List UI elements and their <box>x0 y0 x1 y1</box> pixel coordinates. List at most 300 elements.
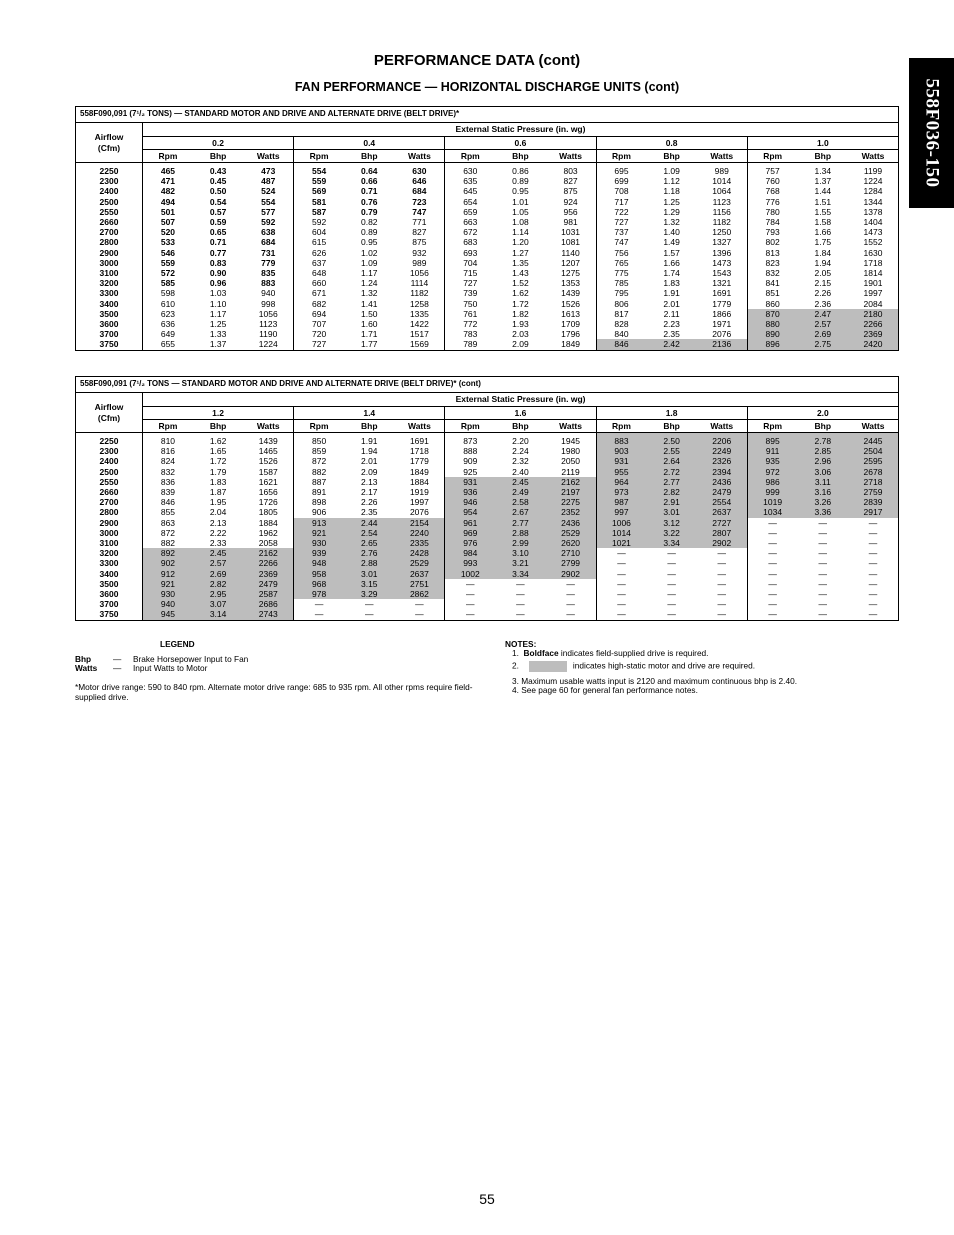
data-cell: 789 <box>463 339 478 350</box>
data-cell: 587 <box>312 206 327 217</box>
pressure-header: 1.8 <box>596 407 747 420</box>
data-cell: 892 <box>143 548 193 558</box>
data-cell: — <box>617 589 626 600</box>
table-row <box>76 319 899 329</box>
data-cell: 2.32 <box>512 456 529 467</box>
data-cell: 3.06 <box>798 467 848 477</box>
note-num: 2. <box>512 660 519 671</box>
data-cell: 1.60 <box>360 319 378 330</box>
data-cell: 1.74 <box>663 268 680 279</box>
table-row <box>76 558 899 568</box>
data-cell: — <box>667 589 676 600</box>
data-cell: 1207 <box>546 258 596 268</box>
data-cell: 2.88 <box>344 558 394 568</box>
table-title: 558F090,091 (7¹/₂ TONS — STANDARD MOTOR AND DRIVE AND ALTERNATE DRIVE (BELT DRIVE)* (cont) <box>76 377 899 393</box>
note-1 <box>512 649 708 659</box>
data-cell: 2352 <box>546 507 596 517</box>
data-cell: 520 <box>160 227 176 238</box>
airflow-cell: 3500 <box>76 579 143 589</box>
data-cell: — <box>868 527 878 538</box>
data-cell: 1.01 <box>512 196 529 207</box>
data-cell: 2759 <box>848 487 899 497</box>
data-cell: 0.79 <box>360 206 378 217</box>
data-cell: 1.75 <box>814 237 832 248</box>
data-cell: 828 <box>614 319 629 330</box>
data-cell: — <box>617 599 626 610</box>
data-cell: — <box>818 578 828 589</box>
data-cell: 572 <box>160 268 176 279</box>
data-cell: 1081 <box>546 237 596 247</box>
data-cell: 2206 <box>697 433 747 447</box>
data-cell: 931 <box>445 477 495 487</box>
data-cell: 761 <box>463 308 478 319</box>
data-cell: 2326 <box>697 456 747 466</box>
data-cell: — <box>516 599 525 610</box>
data-cell: — <box>466 589 475 600</box>
airflow-cell: 2400 <box>76 186 143 196</box>
data-cell: 1021 <box>596 538 646 548</box>
data-cell: — <box>466 578 475 589</box>
data-cell: 2902 <box>546 569 596 579</box>
airflow-cell: 3300 <box>76 558 143 568</box>
data-cell: 737 <box>614 227 629 238</box>
data-cell: 0.54 <box>209 196 227 207</box>
data-cell: — <box>314 609 324 620</box>
data-cell: 1849 <box>546 339 596 350</box>
data-cell: 1.72 <box>209 456 227 467</box>
data-cell: 646 <box>394 176 444 186</box>
data-cell: 1335 <box>394 309 444 319</box>
data-cell: 1.44 <box>814 186 832 197</box>
data-cell: — <box>516 609 525 620</box>
data-cell: 1.51 <box>814 196 832 207</box>
data-cell: 3.01 <box>646 507 696 517</box>
data-cell: 1.91 <box>663 288 680 299</box>
data-cell: 577 <box>243 207 293 217</box>
pressure-header: 1.0 <box>747 137 898 150</box>
data-cell: 465 <box>160 166 176 176</box>
data-cell: 1.35 <box>512 257 529 268</box>
data-cell: 998 <box>243 299 293 309</box>
table-row <box>76 207 899 217</box>
data-cell: 604 <box>312 227 327 238</box>
data-cell: 2119 <box>546 467 596 477</box>
table-title: 558F090,091 (7¹/₂ TONS) — STANDARD MOTOR AND DRIVE AND ALTERNATE DRIVE (BELT DRIVE)* <box>76 107 899 123</box>
data-cell: 699 <box>614 176 629 187</box>
data-cell: — <box>768 589 777 600</box>
data-cell: — <box>667 548 676 559</box>
data-cell: 921 <box>294 528 344 538</box>
data-cell: 2.01 <box>663 298 680 309</box>
data-cell: 1526 <box>546 299 596 309</box>
data-cell: 1718 <box>394 446 444 456</box>
data-cell: 1473 <box>697 258 747 268</box>
data-cell: — <box>546 579 596 589</box>
data-cell: 1.77 <box>360 339 378 350</box>
data-cell: 945 <box>143 609 193 620</box>
data-cell: 1962 <box>243 528 293 538</box>
data-cell: — <box>818 527 828 538</box>
note-num: 1. <box>512 648 519 658</box>
data-cell: 771 <box>394 217 444 227</box>
data-cell: 1945 <box>546 433 596 447</box>
data-cell: 1.62 <box>209 436 227 446</box>
data-cell: 1.84 <box>814 247 832 258</box>
table-row <box>76 217 899 227</box>
data-cell: 1779 <box>394 456 444 466</box>
data-cell: — <box>546 609 596 620</box>
motor-drive-footnote: *Motor drive range: 590 to 840 rpm. Alternate motor drive range: 685 to 935 rpm. All other rpms require field-supplied drive. <box>75 682 473 702</box>
data-cell: 1.83 <box>209 476 227 487</box>
data-cell: 1250 <box>697 227 747 237</box>
data-cell: 2266 <box>243 558 293 568</box>
data-cell: 932 <box>394 248 444 258</box>
data-cell: 0.71 <box>360 186 378 197</box>
data-cell: 1.32 <box>663 217 680 228</box>
data-cell: 2.65 <box>344 538 394 548</box>
data-cell: 924 <box>546 197 596 207</box>
data-cell: 768 <box>765 186 780 197</box>
note-2 <box>512 661 755 672</box>
pressure-header: 1.4 <box>294 407 445 420</box>
data-cell: 722 <box>614 206 629 217</box>
data-cell: 2.76 <box>344 548 394 558</box>
data-cell: 1123 <box>243 319 293 329</box>
table-row <box>76 248 899 258</box>
data-cell: 2807 <box>697 528 747 538</box>
data-cell: 1901 <box>863 278 883 289</box>
data-cell: 890 <box>747 329 797 339</box>
pressure-header: 1.6 <box>445 407 596 420</box>
data-cell: 1543 <box>697 268 747 278</box>
data-cell: 1002 <box>445 569 495 579</box>
data-cell: 636 <box>160 319 176 330</box>
column-header: Bhp <box>646 150 696 163</box>
data-cell: 648 <box>312 268 327 279</box>
data-cell: — <box>868 599 878 610</box>
data-cell: 1014 <box>697 176 747 186</box>
data-cell: 2076 <box>394 507 444 517</box>
data-cell: 663 <box>463 217 478 228</box>
data-cell: 1353 <box>546 278 596 288</box>
data-cell: 859 <box>312 446 327 457</box>
data-cell: 659 <box>463 206 478 217</box>
data-cell: 2275 <box>546 497 596 507</box>
data-cell: 841 <box>765 278 780 289</box>
data-cell: 2076 <box>697 329 747 339</box>
data-cell: 956 <box>546 207 596 217</box>
legend-dash: — <box>113 663 122 673</box>
data-cell: 2.47 <box>798 309 848 319</box>
data-cell: 1019 <box>747 497 797 507</box>
data-cell: 2.85 <box>798 446 848 456</box>
data-cell: 1.17 <box>360 268 378 279</box>
airflow-cell: 3400 <box>76 299 143 309</box>
data-cell: 1726 <box>243 497 293 507</box>
legend-desc: Brake Horsepower Input to Fan <box>133 654 249 664</box>
data-cell: 3.11 <box>798 477 848 487</box>
data-cell: 2799 <box>546 558 596 568</box>
data-cell: 1.24 <box>360 278 378 289</box>
data-cell: 554 <box>312 166 327 176</box>
data-cell: 1327 <box>697 237 747 247</box>
column-header: Bhp <box>798 420 848 433</box>
data-cell: 2.35 <box>663 329 680 340</box>
data-cell: 775 <box>614 268 629 279</box>
data-cell: 872 <box>160 527 176 538</box>
data-cell: — <box>818 538 828 549</box>
data-cell: 3.14 <box>193 609 243 620</box>
data-cell: 2.49 <box>495 487 545 497</box>
data-cell: 3.07 <box>193 599 243 609</box>
column-header: Bhp <box>646 420 696 433</box>
airflow-cell: 2700 <box>76 227 143 237</box>
data-cell: 2266 <box>848 319 899 329</box>
data-cell: 0.89 <box>512 176 529 187</box>
data-cell: 649 <box>160 329 176 340</box>
data-cell: 0.95 <box>512 186 529 197</box>
data-cell: — <box>697 579 747 589</box>
data-cell: 3.26 <box>798 497 848 507</box>
data-cell: 780 <box>765 206 780 217</box>
data-cell: 976 <box>445 538 495 548</box>
data-cell: 623 <box>160 308 176 319</box>
airflow-cell: 2550 <box>76 477 143 487</box>
data-cell: 3.34 <box>646 538 696 548</box>
pressure-header: 0.8 <box>596 137 747 150</box>
notes-heading: NOTES: <box>505 639 537 649</box>
data-cell: 986 <box>747 477 797 487</box>
data-cell: 2.03 <box>512 329 529 340</box>
data-cell: 921 <box>143 579 193 589</box>
data-cell: 888 <box>463 446 478 457</box>
data-cell: 3.36 <box>798 507 848 517</box>
data-cell: 1182 <box>394 288 444 298</box>
data-cell: 1156 <box>697 207 747 217</box>
data-cell: 999 <box>747 487 797 497</box>
data-cell: 1396 <box>697 248 747 258</box>
table-row <box>76 487 899 497</box>
data-cell: 3.29 <box>344 589 394 599</box>
data-cell: 2.78 <box>798 433 848 447</box>
data-cell: 2751 <box>394 579 444 589</box>
column-header: Rpm <box>747 150 797 163</box>
data-cell: 2.15 <box>814 278 832 289</box>
data-cell: 2479 <box>243 579 293 589</box>
data-cell: 1.94 <box>360 446 378 457</box>
data-cell: 972 <box>747 467 797 477</box>
data-cell: — <box>667 609 676 620</box>
data-cell: 1114 <box>394 278 444 288</box>
data-cell: 0.77 <box>209 247 227 258</box>
data-cell: — <box>697 589 747 599</box>
data-cell: 1.62 <box>512 288 529 299</box>
data-cell: — <box>768 517 777 528</box>
data-cell: 533 <box>160 237 176 248</box>
data-cell: 2917 <box>848 507 899 517</box>
data-cell: 2743 <box>243 609 293 620</box>
legend-desc: Input Watts to Motor <box>133 663 208 673</box>
table-row <box>76 237 899 247</box>
data-cell: — <box>868 517 878 528</box>
notes <box>505 639 905 695</box>
data-cell: — <box>768 609 777 620</box>
data-cell: — <box>818 517 828 528</box>
data-cell: — <box>768 578 777 589</box>
data-cell: — <box>466 609 475 620</box>
data-cell: 1.41 <box>360 298 378 309</box>
data-cell: 1997 <box>394 497 444 507</box>
data-cell: 2678 <box>848 467 899 477</box>
column-header: Bhp <box>193 420 243 433</box>
data-cell: — <box>768 527 777 538</box>
airflow-cell: 3500 <box>76 309 143 319</box>
data-cell: 723 <box>394 197 444 207</box>
data-cell: — <box>868 589 878 600</box>
data-cell: — <box>868 568 878 579</box>
data-cell: 2445 <box>848 433 899 447</box>
data-cell: — <box>617 578 626 589</box>
data-cell: 2180 <box>848 309 899 319</box>
data-cell: 2.99 <box>495 538 545 548</box>
data-cell: 931 <box>596 456 646 466</box>
data-cell: — <box>617 609 626 620</box>
data-cell: 765 <box>614 257 629 268</box>
data-cell: 2554 <box>697 497 747 507</box>
data-cell: 0.66 <box>360 176 378 187</box>
data-cell: — <box>768 568 777 579</box>
data-cell: 2.36 <box>814 298 832 309</box>
airflow-cell: 3600 <box>76 319 143 329</box>
data-cell: 757 <box>765 166 780 176</box>
data-cell: 1.37 <box>209 339 227 350</box>
data-cell: 896 <box>747 339 797 350</box>
data-cell: 1805 <box>243 507 293 517</box>
data-cell: — <box>868 548 878 559</box>
airflow-cell: 3000 <box>76 528 143 538</box>
table-row <box>76 609 899 620</box>
data-cell: 615 <box>312 237 327 248</box>
data-cell: 727 <box>614 217 629 228</box>
data-cell: 2.67 <box>495 507 545 517</box>
table-row <box>76 446 899 456</box>
data-cell: 1.50 <box>360 308 378 319</box>
data-cell: — <box>617 548 626 559</box>
data-cell: 2.50 <box>646 433 696 447</box>
data-cell: 1.33 <box>209 329 227 340</box>
data-cell: 473 <box>243 163 293 177</box>
data-cell: 2.17 <box>360 487 378 498</box>
column-header: Watts <box>697 150 747 163</box>
data-cell: 2902 <box>697 538 747 548</box>
data-cell: 2.54 <box>344 528 394 538</box>
table-row <box>76 569 899 579</box>
data-cell: 832 <box>160 466 176 477</box>
data-cell: 0.65 <box>209 227 227 238</box>
data-cell: 0.50 <box>209 186 227 197</box>
airflow-cell: 2500 <box>76 197 143 207</box>
data-cell: 747 <box>394 207 444 217</box>
airflow-cell: 2300 <box>76 446 143 456</box>
data-cell: 1884 <box>394 477 444 487</box>
column-header: Bhp <box>495 420 545 433</box>
data-cell: — <box>667 558 676 569</box>
data-cell: 1526 <box>243 456 293 466</box>
airflow-cell: 2400 <box>76 456 143 466</box>
data-cell: 887 <box>312 476 327 487</box>
data-cell: 875 <box>394 237 444 247</box>
data-cell: 846 <box>596 339 646 350</box>
data-cell: 3.01 <box>344 569 394 579</box>
data-cell: 1056 <box>243 309 293 319</box>
column-header: Rpm <box>294 150 344 163</box>
data-cell: 559 <box>160 257 176 268</box>
data-cell: 598 <box>160 288 176 299</box>
data-cell: 1.02 <box>360 247 378 258</box>
data-cell: 930 <box>294 538 344 548</box>
airflow-cell: 3000 <box>76 258 143 268</box>
data-cell: 2162 <box>546 477 596 487</box>
data-cell: 610 <box>160 298 176 309</box>
airflow-cell: 3700 <box>76 599 143 609</box>
data-cell: 1884 <box>243 518 293 528</box>
data-cell: 1.82 <box>512 308 529 319</box>
data-cell: 1275 <box>546 268 596 278</box>
data-cell: 1321 <box>697 278 747 288</box>
data-cell: 2.82 <box>193 579 243 589</box>
data-cell: 779 <box>243 258 293 268</box>
data-cell: 776 <box>765 196 780 207</box>
data-cell: 850 <box>312 436 327 446</box>
data-cell: 940 <box>243 288 293 298</box>
pressure-header: 0.4 <box>294 137 445 150</box>
data-cell: 2058 <box>243 538 293 548</box>
data-cell: 2436 <box>697 477 747 487</box>
data-cell: 2595 <box>848 456 899 466</box>
data-cell: 2862 <box>394 589 444 599</box>
data-cell: 806 <box>614 298 629 309</box>
data-cell: 2.42 <box>646 339 696 350</box>
airflow-cell: 3100 <box>76 538 143 548</box>
table-row <box>76 329 899 339</box>
data-cell: 1.09 <box>360 257 378 268</box>
data-cell: 1919 <box>394 487 444 497</box>
data-cell: 2.44 <box>344 518 394 528</box>
data-cell: — <box>617 558 626 569</box>
data-cell: 2.64 <box>646 456 696 466</box>
data-cell: 1284 <box>863 186 883 197</box>
data-cell: 1691 <box>697 288 747 298</box>
data-cell: 2162 <box>243 548 293 558</box>
column-header: Rpm <box>143 150 193 163</box>
data-cell: 840 <box>614 329 629 340</box>
data-cell: 2529 <box>394 558 444 568</box>
data-cell: — <box>697 558 747 568</box>
data-cell: 750 <box>463 298 478 309</box>
data-cell: 2727 <box>697 518 747 528</box>
data-cell: 2084 <box>863 298 883 309</box>
data-cell: 524 <box>243 186 293 196</box>
airflow-cell: 2550 <box>76 207 143 217</box>
data-cell: 1.27 <box>512 247 529 258</box>
table-row <box>76 497 899 507</box>
data-cell: 1.03 <box>209 288 227 299</box>
table-row <box>76 339 899 350</box>
data-cell: 0.96 <box>209 278 227 289</box>
airflow-cell: 2250 <box>76 163 143 177</box>
data-cell: 2369 <box>243 569 293 579</box>
data-cell: 2587 <box>243 589 293 599</box>
